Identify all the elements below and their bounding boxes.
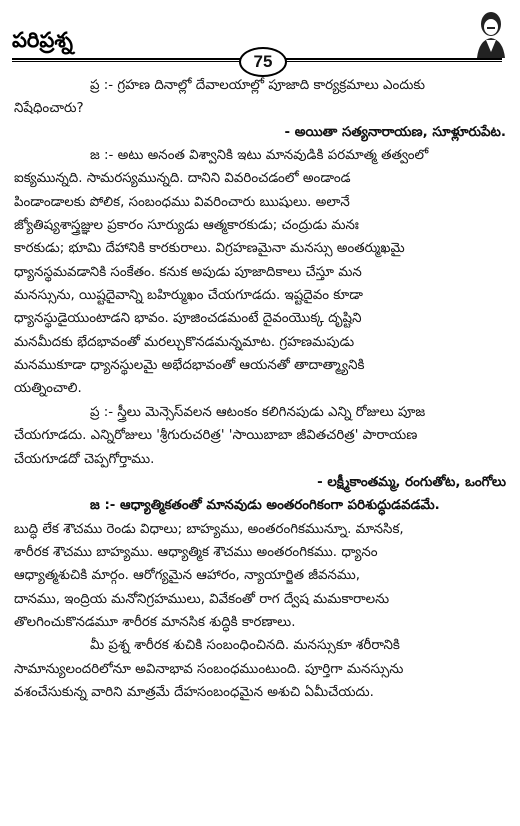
page-number: 75	[239, 47, 287, 77]
answer-line: మీ ప్రశ్న శారీరక శుచికి సంబంధించినది. మనస్సుకూ శరీరానికి	[90, 638, 400, 654]
answer-line: శారీరక శౌచము బాహ్యము. ఆధ్యాత్మిక శౌచము అంతరంగికము. ధ్యానం	[14, 544, 378, 560]
portrait-icon	[474, 8, 508, 58]
page-body	[14, 74, 506, 704]
answer-line: యత్నించాలి.	[14, 381, 82, 397]
question-line: చేయగూడదు. ఎన్నిరోజులు 'శ్రీగురుచరిత్ర' 'సాయిబాబా జీవితచరిత్ర' పారాయణ	[14, 428, 418, 444]
answer-line: తొలగించుకొనడమూ శారీరక మానసిక శుద్ధికి కారణాలు.	[14, 614, 296, 630]
answer-line: మనమీదకు భేదభావంతో మరల్చుకొనడమన్నమాట. గ్రహణమపుడు	[14, 334, 355, 350]
answer-line: పిండాండాలకు పోలిక, సంబంధము వివరించారు ఋషులు. అలానే	[14, 194, 350, 210]
page-header	[0, 0, 520, 72]
answer-line: ఐక్యమున్నది. సామరస్యమున్నది. దానిని వివరించడంలో అండాండ	[14, 171, 351, 187]
answer-line: దానము, ఇంద్రియ మనోనిగ్రహములు, వివేకంతో రాగ ద్వేష మమకారాలను	[14, 591, 390, 607]
running-title: పరిప్రశ్న	[12, 28, 73, 52]
answer-line: కారకుడు; భూమి దేహానికి కారకురాలు. విగ్రహణమైనా మనస్సు అంతర్ముఖమై	[14, 241, 405, 257]
attribution-line: - అయితా సత్యనారాయణ, సూళ్లూరుపేట.	[284, 124, 506, 140]
answer-line: ధ్యానస్థుడైయుంటాడని భావం. పూజించడమంటే దైవంయొక్క దృష్టిని	[14, 311, 362, 327]
question-line: ప్ర :- స్త్రీలు మెన్సెస్‌వలన ఆటంకం కలిగినపుడు ఎన్ని రోజులు పూజ	[90, 404, 426, 420]
answer-line: జ :- ఆధ్యాత్మికతంతో మానవుడు అంతరంగికంగా పరిశుద్ధుడవడమే.	[90, 498, 440, 514]
answer-line: మనముకూడా ధ్యానస్థులమై అభేదభావంతో ఆయనతో తాదాత్మ్యానికి	[14, 358, 365, 374]
answer-line: సామాన్యులందరిలోనూ అవినాభావ సంబంధముంటుంది. పూర్తిగా మనస్సును	[14, 661, 404, 677]
answer-line: జ :- అటు అనంత విశ్వానికి ఇటు మానవుడికి పరమాత్మ తత్వంలో	[90, 148, 429, 164]
answer-line: వశంచేసుకున్న వారిని మాత్రమే దేహసంబంధమైన అశుచి ఏమీచేయదు.	[14, 684, 374, 700]
attribution-line: - లక్ష్మీకాంతమ్మ, రంగుతోట, ఒంగోలు	[317, 474, 506, 490]
question-line: చేయగూడదో చెప్పగోర్తాము.	[14, 451, 155, 467]
question-line: నిషేధించారు?	[14, 101, 84, 117]
answer-line: జ్యోతిష్యశాస్త్రజ్ఞుల ప్రకారం సూర్యుడు ఆత్మకారకుడు; చంద్రుడు మనః	[14, 218, 359, 234]
answer-line: మనస్సును, యిష్టదైవాన్ని బహిర్ముఖం చేయగూడదు. ఇష్టదైవం కూడా	[14, 288, 363, 304]
answer-line: ధ్యానస్థమవడానికి సంకేతం. కనుక అపుడు పూజాదికాలు చేస్తూ మన	[14, 264, 362, 280]
question-line: ప్ర :- గ్రహణ దినాల్లో దేవాలయాల్లో పూజాది కార్యక్రమాలు ఎందుకు	[90, 78, 426, 93]
answer-line: బుద్ధి లేక శౌచము రెండు విధాలు; బాహ్యము, అంతరంగికమున్నూ. మానసిక,	[14, 521, 404, 537]
answer-line: ఆధ్యాత్మశుచికి మార్గం. ఆరోగ్యమైన ఆహారం, న్యాయార్జిత జీవనము,	[14, 568, 361, 584]
